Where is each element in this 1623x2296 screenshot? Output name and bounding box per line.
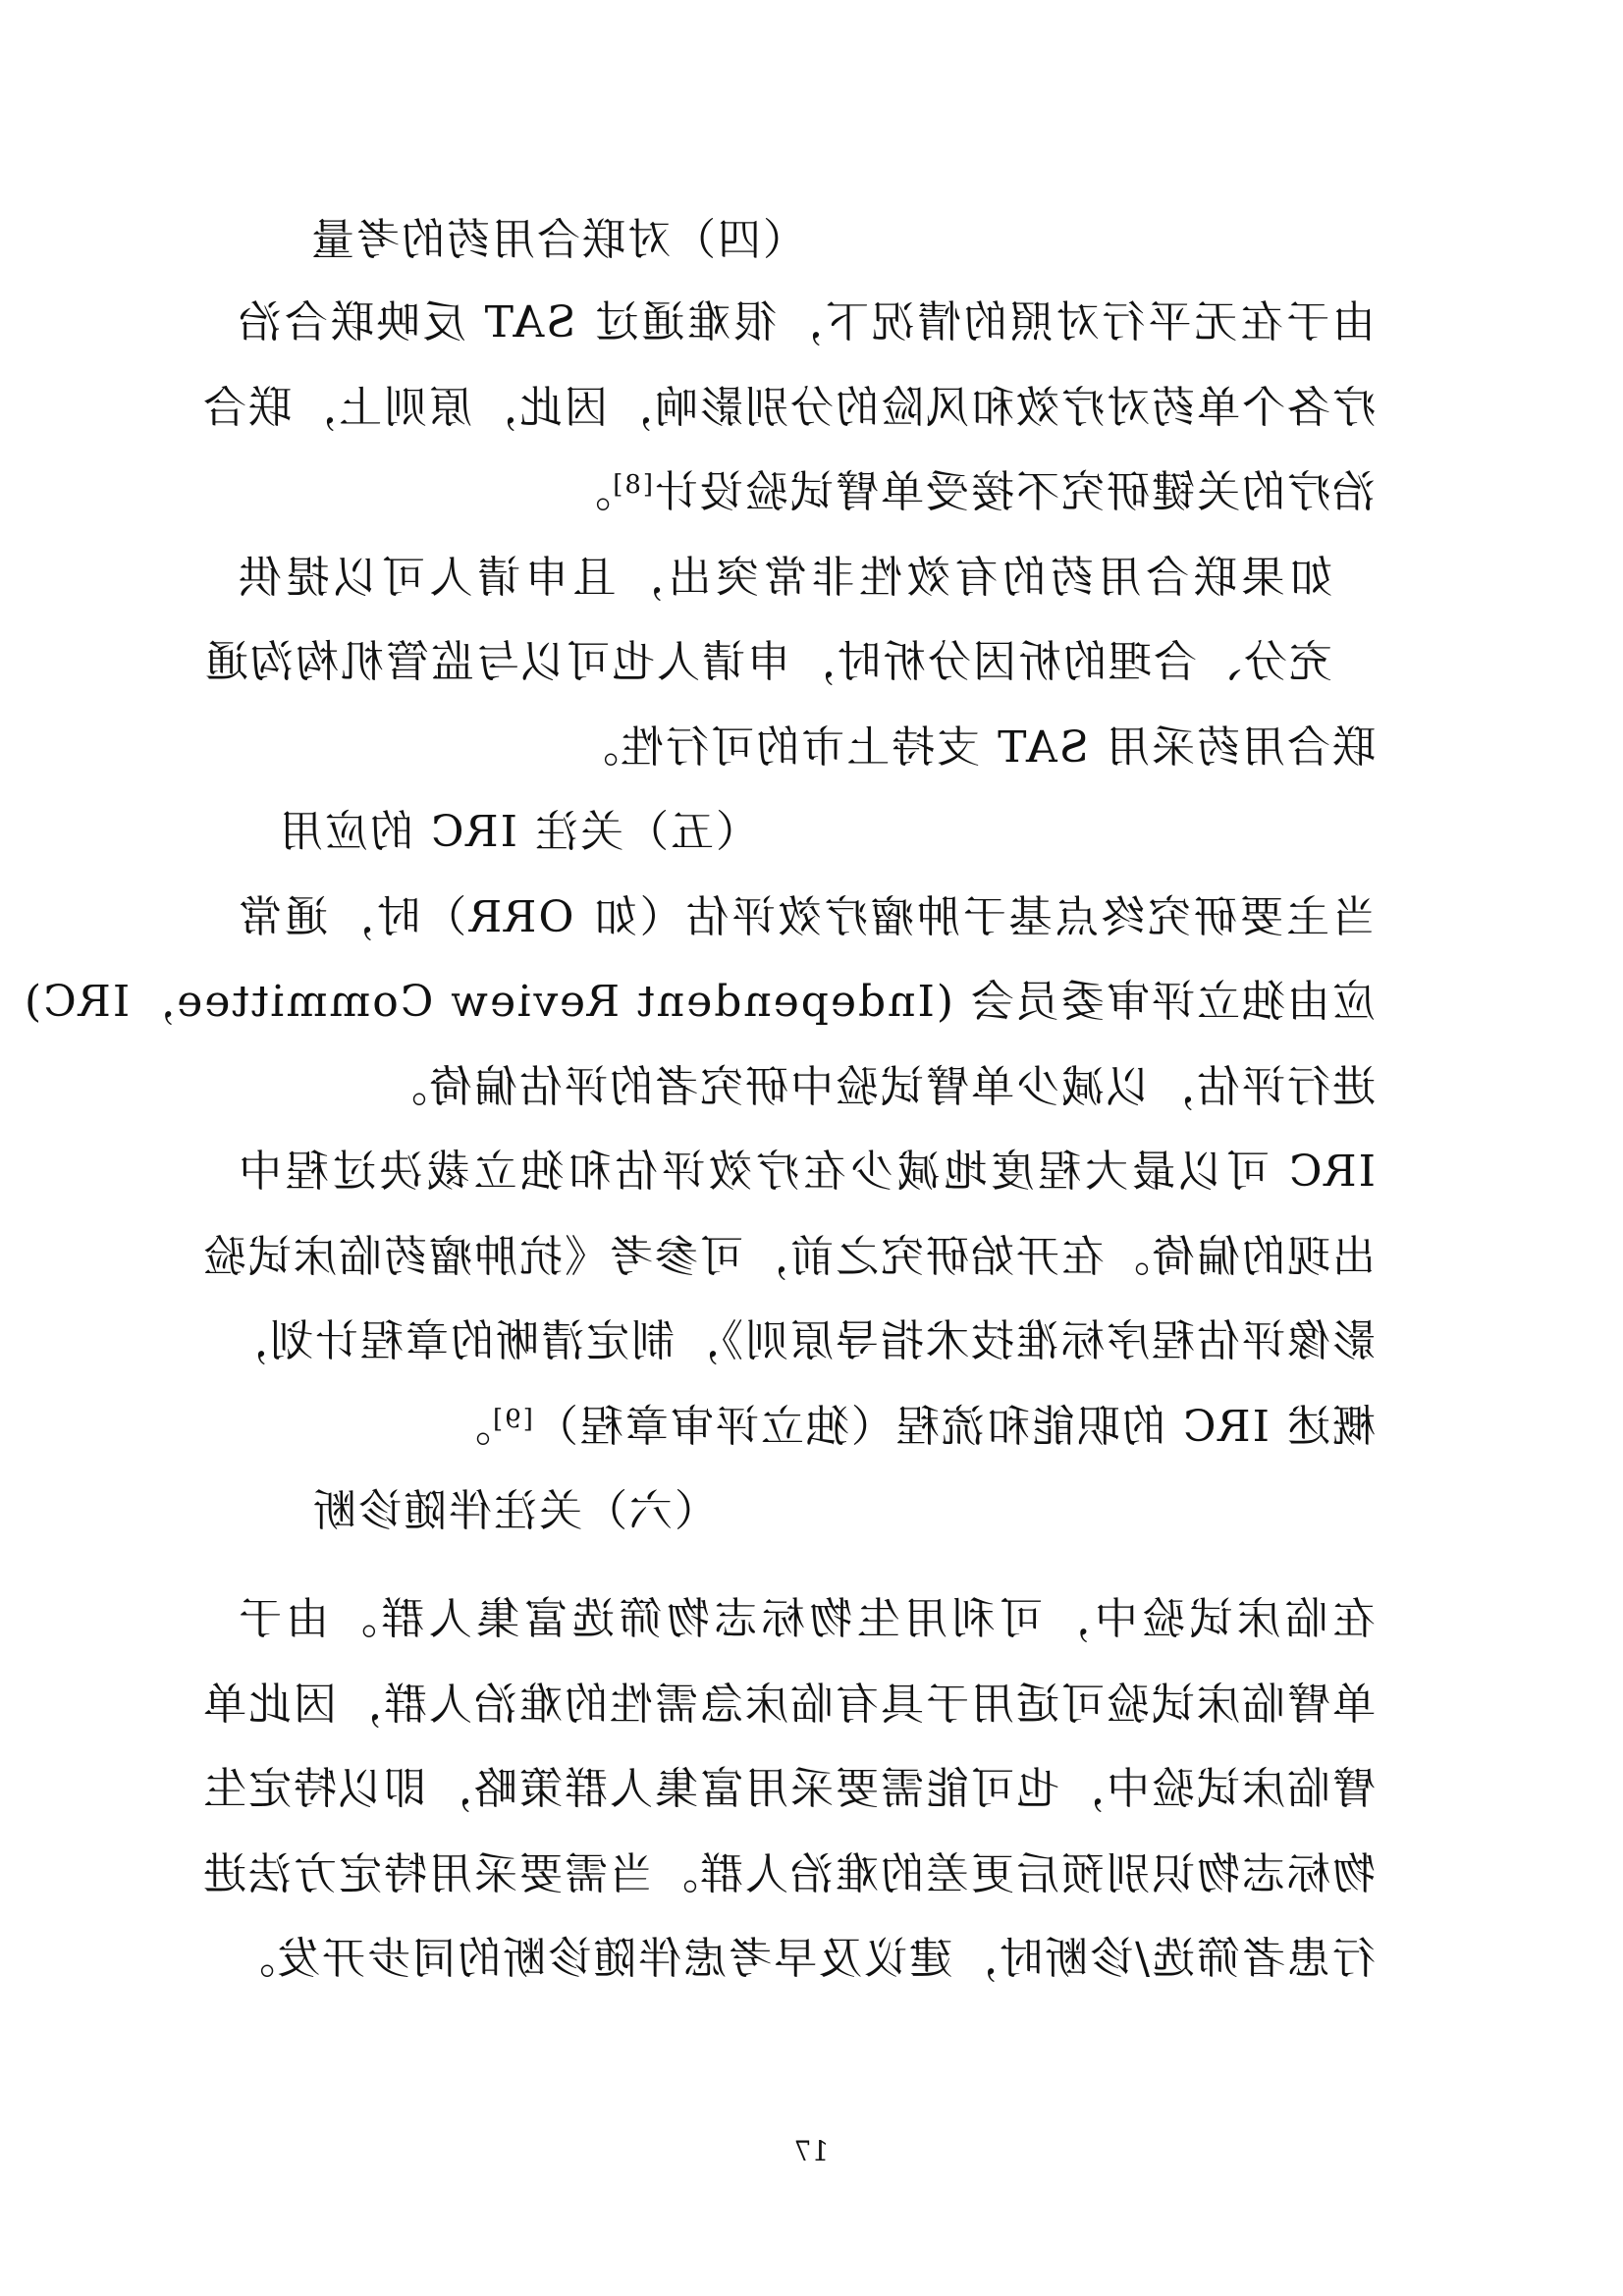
paragraph-line bbox=[237, 1398, 1376, 1457]
paragraph-line: 物标志物识别预后更差的难治人群。当需要采用特定方法进 bbox=[201, 1849, 1376, 1899]
paragraph-line: 应由独立评审委员会 (Independent Review Committee，IRC) bbox=[22, 977, 1376, 1027]
paragraph-line: 行患者筛选/诊断时，建议及早考虑伴随诊断的同步开发。 bbox=[230, 1934, 1376, 1984]
paragraph-text: 。 bbox=[566, 467, 612, 517]
paragraph-text: 治疗的关键研究不接受单臂试验设计 bbox=[653, 467, 1376, 517]
section-heading-irc: （五）关注 IRC 的应用 bbox=[277, 807, 759, 857]
paragraph-line: 充分、合理的析因分析时，申请人也可以与监管机构沟通 bbox=[203, 637, 1332, 687]
paragraph-line: 影像评估程序标准技术指导原则》，制定清晰的章程计划， bbox=[223, 1316, 1376, 1366]
section-heading-companion: （六）关注伴随诊断 bbox=[311, 1486, 718, 1536]
paragraph-line: 进行评估，以减少单臂试验中研究者的评估偏倚。 bbox=[382, 1062, 1376, 1112]
paragraph-text: 概述 IRC 的职能和流程（独立评审章程） bbox=[532, 1402, 1376, 1452]
paragraph-line bbox=[237, 463, 1376, 522]
paragraph-line: 单臂临床试验可适用于具有临床急需性的难治人群，因此单 bbox=[201, 1680, 1376, 1730]
paragraph-line: 如果联合用药的有效性非常突出，且申请人可以提供 bbox=[237, 553, 1332, 603]
paragraph-line: IRC 可以最大程度地减少在疗效评估和独立裁决过程中 bbox=[237, 1147, 1376, 1197]
page-number: 17 bbox=[793, 2135, 830, 2167]
reference-marker: [8] bbox=[611, 470, 653, 500]
reference-marker: [9] bbox=[491, 1405, 533, 1434]
paragraph-line: 由于在无平行对照的情况下，很难通过 SAT 反映联合治 bbox=[237, 297, 1376, 347]
paragraph-line: 出现的偏倚。在开始研究之前，可参考《抗肿瘤药临床试验 bbox=[201, 1232, 1376, 1282]
paragraph-line: 当主要研究终点基于肿瘤疗效评估（如 ORR）时，通常 bbox=[237, 892, 1376, 942]
paragraph-line: 疗各个单药对疗效和风险的分别影响，因此，原则上，联合 bbox=[201, 383, 1376, 433]
paragraph-line: 臂临床试验中，也可能需要采用富集人群策略，即以特定生 bbox=[201, 1764, 1376, 1814]
section-heading-combination: （四）对联合用药的考量 bbox=[309, 215, 806, 265]
paragraph-line: 联合用药采用 SAT 支持上市的可行性。 bbox=[573, 722, 1376, 773]
paragraph-text: 。 bbox=[446, 1402, 491, 1452]
paragraph-line: 在临床试验中，可利用生物标志物筛选富集人群。由于 bbox=[237, 1594, 1376, 1644]
